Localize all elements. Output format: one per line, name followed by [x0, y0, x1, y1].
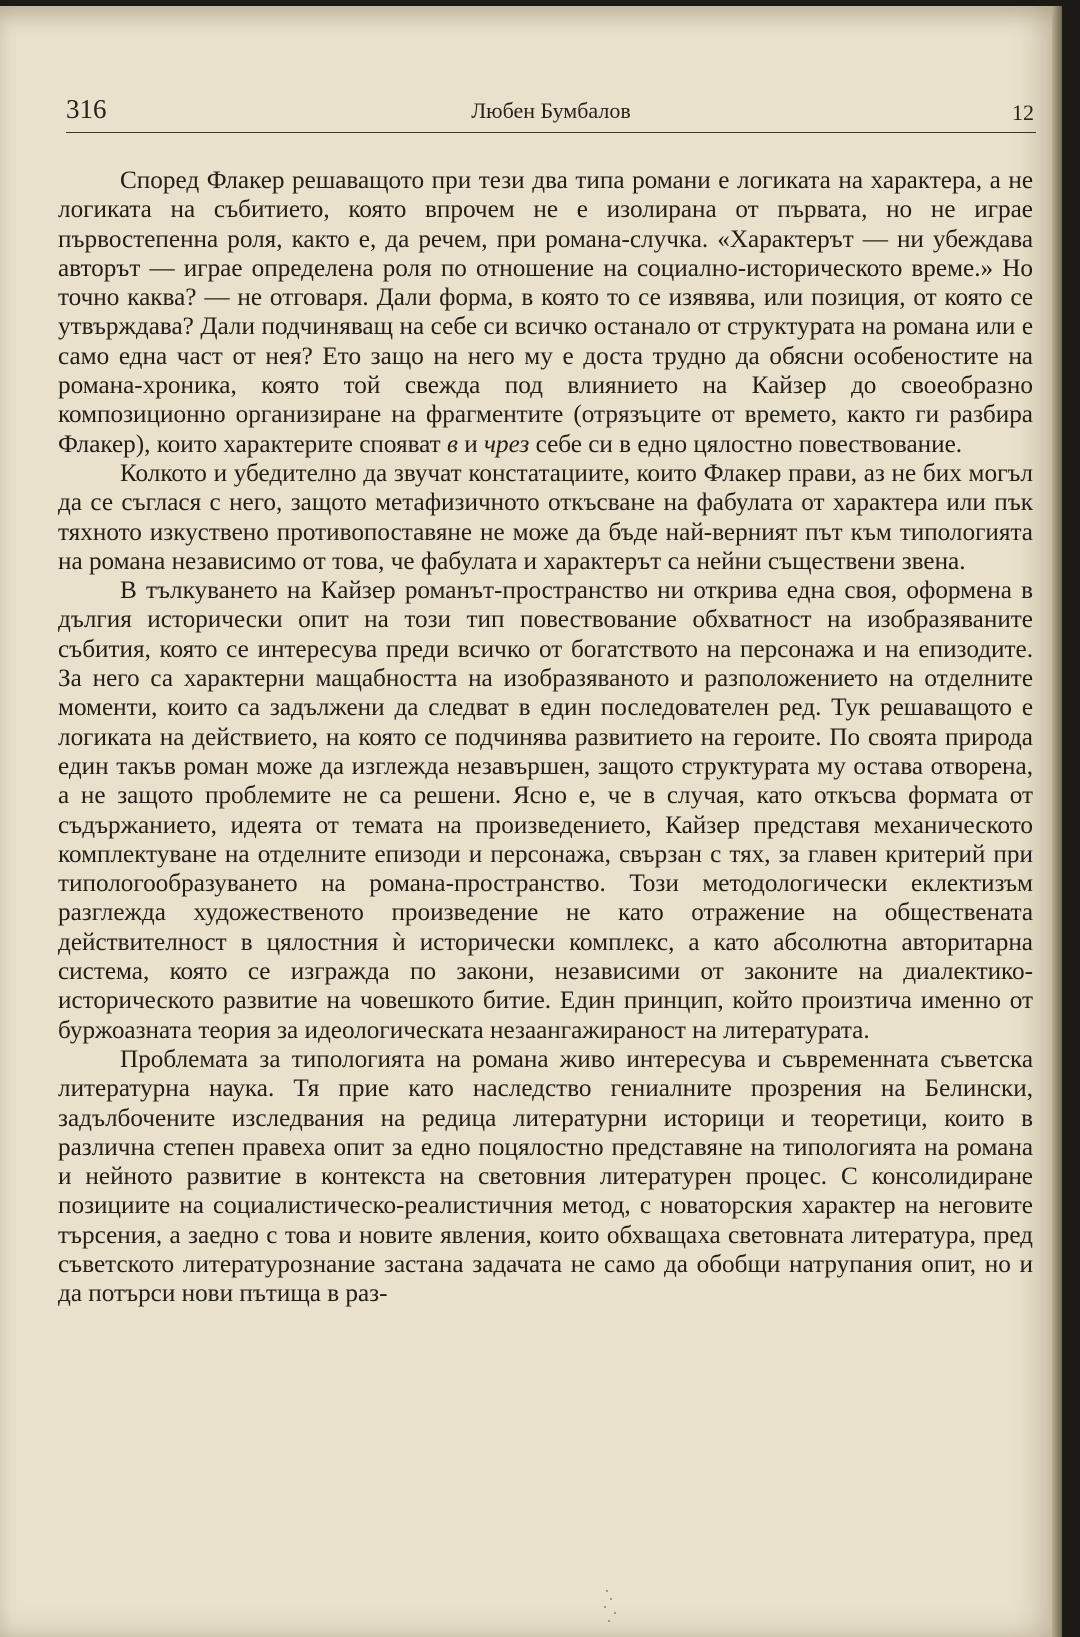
paragraph-1-text-a: Според Флакер решаващото при тези два типа романи е логиката на характера, а не логиката на събитието, която впрочем не е изолирана от първата, но не играе първостепенна роля, както е, да речем, при романа-случка. «Характерът — ни убеждава авторът — играе определена роля по отношение на социално-историческото време.» Но точно каква? — не отговаря. Дали форма, в която то се изявява, или позиция, от която се утвърждава? Дали подчиняващ на себе си всичко останало от структурата на романа или е само една част от нея? Ето защо на него му е доста трудно да обясни особеностите на романа-хроника, която той свежда под влиянието на Кайзер до своеобразно композиционно организиране на фрагментите (отрязъците от времето, както ги разбира Флакер), които характерите спояват	[58, 167, 1033, 458]
paragraph-4: Проблемата за типологията на романа живо интересува и съвременната съветска литературна наука. Тя прие като наследство гениалните прозрения на Белински, задълбочените изследвания на редица литературни историци и теоретици, които в различна степен правеха опит за едно поцялостно представяне на типологията на романа и нейното развитие в контекста на световния литературен процес. С консолидиране позициите на социалистическо-реалистичния метод, с новаторския характер на неговите търсения, а заедно с това и новите явления, които обхващаха световната литература, пред съветското литературознание застана задачата не само да обобщи натрупания опит, но и да потърси нови пътища в раз-	[58, 1045, 1033, 1308]
italic-word-v: в	[446, 430, 458, 458]
paragraph-3: В тълкуването на Кайзер романът-пространство ни открива една своя, оформена в дългия исторически опит на този тип повествование обхватност на изобразяваните събития, която се интересува преди всичко от богатството на персонажа и на епизодите. За него са характерни мащабността на изобразяваното и разположението на отделните моменти, които са задължени да следват в един последователен ред. Тук решаващото е логиката на действието, на която се подчинява развитието на героите. По своята природа един такъв роман може да изглежда незавършен, защото структурата му остава отворена, а не защото проблемите не са решени. Ясно е, че в случая, като откъсва формата от съдържанието, идеята от темата на произведението, Кайзер представя механическото комплектуване на отделните епизоди и персонажа, свързан с тях, за главен критерий при типологообразуването на романа-пространство. Този методологически еклектизъм разглежда художественото произведение не като отражение на обществената действителност в цялостния ѝ исторически комплекс, а като абсолютна авторитарна система, която се изгражда по закони, независими от законите на диалектико-историческото развитие на човешкото битие. Един принцип, който произтича именно от буржоазната теория за идеологическата незаангажираност на литературата.	[58, 577, 1033, 1044]
italic-word-chrez: чрез	[483, 430, 530, 458]
book-page	[0, 6, 1062, 1637]
paper-specks	[600, 1586, 640, 1626]
running-head-author: Любен Бумбалов	[471, 98, 631, 123]
signature-number: 12	[1012, 100, 1034, 125]
paragraph-2: Колкото и убедително да звучат констатациите, които Флакер прави, аз не бих могъл да се съглася с него, защото метафизичното откъсване на фабулата от характера или пък тяхното изкуствено противопоставяне не може да бъде най-верният път към типологията на романа независимо от това, че фабулата и характерът са нейни съществени звена.	[58, 459, 1033, 575]
paragraph-1-text-b: и	[457, 430, 484, 458]
book-spine-shadow	[1052, 6, 1062, 1637]
page-number: 316	[66, 94, 107, 124]
paragraph-1	[58, 166, 1033, 459]
body-text	[58, 166, 1033, 1309]
page-header	[66, 92, 1036, 133]
paragraph-1-text-c: себе си в едно цялостно повествование.	[529, 430, 963, 458]
